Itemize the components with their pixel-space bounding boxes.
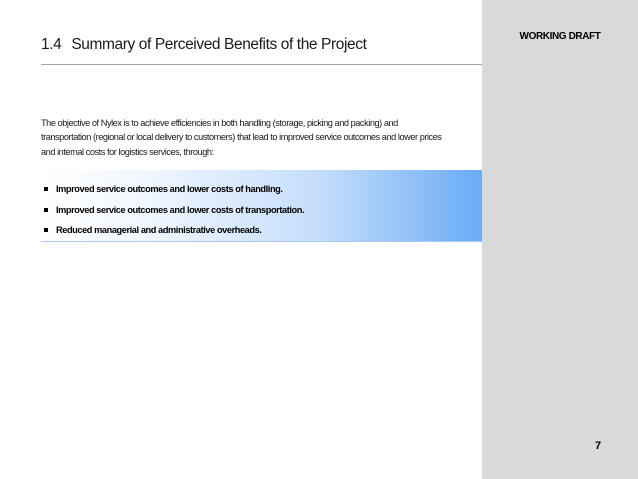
page-title	[41, 36, 366, 54]
square-bullet-icon	[44, 228, 48, 232]
intro-line: and internal costs for logistics services, through:	[41, 146, 214, 157]
intro-line: transportation (regional or local delivery to customers) that lead to improved service outcomes and lower prices	[41, 132, 442, 143]
list-item	[41, 200, 304, 221]
square-bullet-icon	[44, 187, 48, 191]
list-item	[41, 179, 304, 200]
section-number: 1.4	[41, 36, 62, 53]
list-item	[41, 220, 304, 241]
benefit-text: Reduced managerial and administrative overheads.	[56, 225, 262, 236]
sidebar-panel	[482, 0, 638, 479]
square-bullet-icon	[44, 208, 48, 212]
section-title: Summary of Perceived Benefits of the Project	[71, 36, 367, 53]
page-number: 7	[595, 440, 602, 452]
benefit-text: Improved service outcomes and lower costs of transportation.	[56, 204, 305, 215]
title-divider	[41, 64, 482, 65]
working-draft-label: WORKING DRAFT	[519, 31, 601, 42]
intro-paragraph	[41, 116, 482, 159]
intro-line: The objective of Nylex is to achieve efficiencies in both handling (storage, picking and packing) and	[41, 118, 398, 128]
benefit-text: Improved service outcomes and lower costs of handling.	[56, 184, 283, 195]
benefits-callout	[41, 170, 551, 242]
benefits-list	[41, 179, 304, 241]
